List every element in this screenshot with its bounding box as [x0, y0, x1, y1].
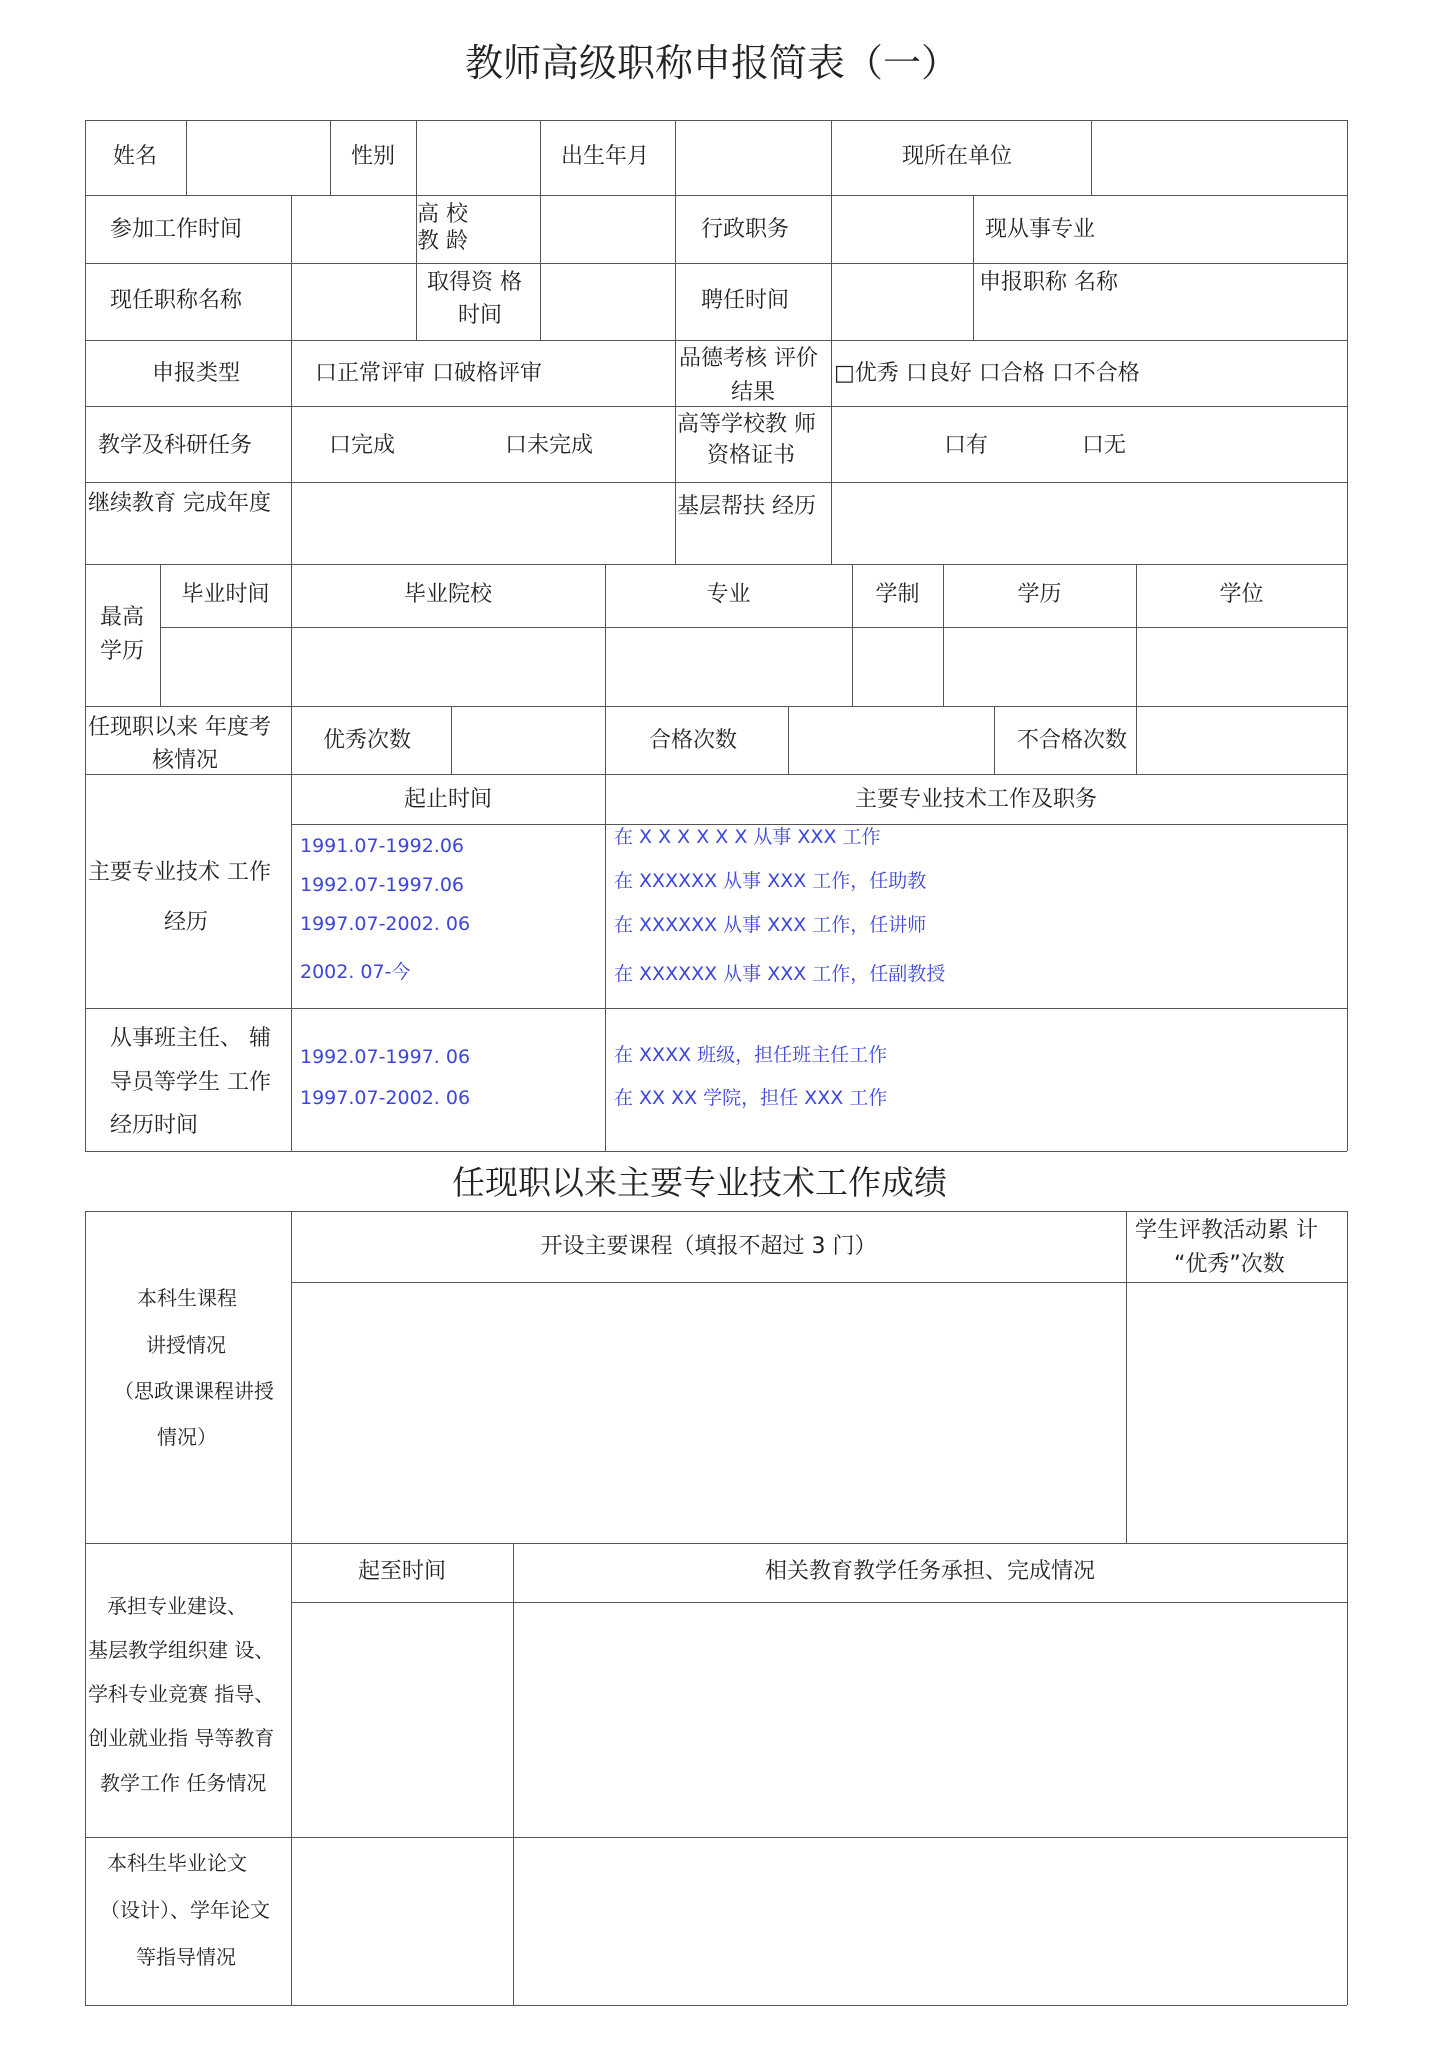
apply-type-options[interactable]: 口正常评审 口破格评审: [315, 361, 542, 386]
counselor-row-time: 1992.07-1997. 06: [300, 1046, 471, 1068]
work-header-time: 起止时间: [403, 787, 492, 812]
label-cert-2: 资格证书: [707, 443, 796, 468]
counselor-label-3: 经历时间: [110, 1113, 199, 1138]
label-moral-2: 结果: [731, 380, 776, 405]
build-label-line: 承担专业建设、: [107, 1594, 247, 1618]
label-birth: 出生年月: [561, 144, 650, 169]
edu-label-2: 学历: [100, 639, 145, 664]
work-row-time: 1992.07-1997.06: [300, 874, 464, 896]
page-title: 教师高级职称申报简表（一）: [465, 41, 960, 85]
counselor-label-1: 从事班主任、 辅: [110, 1026, 271, 1051]
work-row-time: 1997.07-2002. 06: [300, 913, 471, 935]
label-gender: 性别: [351, 144, 396, 169]
work-row-duty: 在 XXXXXX 从事 XXX 工作，任助教: [614, 870, 927, 892]
counselor-row-duty: 在 XX XX 学院，担任 XXX 工作: [614, 1087, 888, 1109]
label-school-age-2: 教 龄: [417, 229, 468, 254]
label-grass: 基层帮扶 经历: [677, 494, 816, 519]
label-admin-post: 行政职务: [701, 217, 790, 242]
assess-excellent-label: 优秀次数: [323, 728, 412, 753]
course-label-1: 本科生课程: [137, 1286, 237, 1310]
build-label-line: 教学工作 任务情况: [100, 1771, 267, 1795]
cert-yes-checkbox[interactable]: 口有: [944, 433, 989, 458]
label-cur-title: 现任职称名称: [110, 288, 243, 313]
assess-fail-label: 不合格次数: [1017, 728, 1128, 753]
thesis-label-line: 本科生毕业论文: [107, 1851, 247, 1875]
label-cert-1: 高等学校教 师: [677, 412, 816, 437]
work-row-time: 2002. 07-今: [300, 961, 411, 983]
label-moral-1: 品德考核 评价: [679, 346, 818, 371]
course-label-2: 讲授情况: [146, 1333, 226, 1357]
work-row-time: 1991.07-1992.06: [300, 835, 464, 857]
moral-options[interactable]: □优秀 口良好 口合格 口不合格: [834, 361, 1140, 386]
build-label-line: 基层教学组织建 设、: [88, 1638, 275, 1662]
course-label-4: 情况）: [157, 1425, 217, 1449]
course-eval-1: 学生评教活动累 计: [1135, 1218, 1318, 1243]
build-label-line: 创业就业指 导等教育: [88, 1726, 275, 1750]
build-label-line: 学科专业竞赛 指导、: [88, 1682, 275, 1706]
assess-label-2: 核情况: [152, 748, 219, 773]
build-header-desc: 相关教育教学任务承担、完成情况: [764, 1559, 1095, 1584]
edu-header-degree-level: 学历: [1017, 582, 1062, 607]
work-row-duty: 在 XXXXXX 从事 XXX 工作，任讲师: [614, 914, 927, 936]
label-cont-edu: 继续教育 完成年度: [88, 491, 271, 516]
edu-header-length: 学制: [875, 582, 920, 607]
work-row-duty: 在 XXXXXX 从事 XXX 工作，任副教授: [614, 963, 946, 985]
assess-pass-label: 合格次数: [649, 728, 738, 753]
work-label-2: 经历: [164, 910, 209, 935]
build-header-time: 起至时间: [357, 1559, 446, 1584]
course-header: 开设主要课程（填报不超过 3 门）: [540, 1234, 877, 1259]
label-unit: 现所在单位: [902, 144, 1013, 169]
edu-label-1: 最高: [100, 605, 145, 630]
work-label-1: 主要专业技术 工作: [88, 860, 271, 885]
label-hire-time: 聘任时间: [701, 288, 790, 313]
label-obtain-1: 取得资 格: [427, 270, 522, 295]
label-task: 教学及科研任务: [98, 433, 253, 458]
label-work-start: 参加工作时间: [110, 217, 243, 242]
thesis-label-line: 等指导情况: [136, 1945, 236, 1969]
label-major-now: 现从事专业: [985, 217, 1096, 242]
label-obtain-2: 时间: [458, 303, 503, 328]
label-apply-title: 申报职称 名称: [979, 270, 1118, 295]
work-row-duty: 在 X X X X X X 从事 XXX 工作: [614, 826, 881, 848]
section2-title: 任现职以来主要专业技术工作成绩: [452, 1163, 947, 1202]
edu-header-degree: 学位: [1219, 582, 1264, 607]
work-header-duty: 主要专业技术工作及职务: [854, 787, 1097, 812]
thesis-label-line: （设计）、学年论文: [100, 1898, 270, 1922]
label-name: 姓名: [113, 144, 158, 169]
task-undone-checkbox[interactable]: 口未完成: [505, 433, 594, 458]
counselor-row-duty: 在 XXXX 班级，担任班主任工作: [614, 1044, 888, 1066]
task-done-checkbox[interactable]: 口完成: [329, 433, 396, 458]
course-label-3: （思政课课程讲授: [114, 1379, 274, 1403]
cert-no-checkbox[interactable]: 口无: [1082, 433, 1127, 458]
label-apply-type: 申报类型: [152, 361, 241, 386]
edu-header-school: 毕业院校: [403, 582, 492, 607]
course-eval-2: “优秀”次数: [1174, 1252, 1285, 1277]
edu-header-grad-time: 毕业时间: [181, 582, 270, 607]
counselor-label-2: 导员等学生 工作: [110, 1070, 271, 1095]
label-school-age-1: 高 校: [417, 202, 468, 227]
edu-header-major: 专业: [706, 582, 751, 607]
counselor-row-time: 1997.07-2002. 06: [300, 1087, 471, 1109]
assess-label-1: 任现职以来 年度考: [88, 715, 271, 740]
